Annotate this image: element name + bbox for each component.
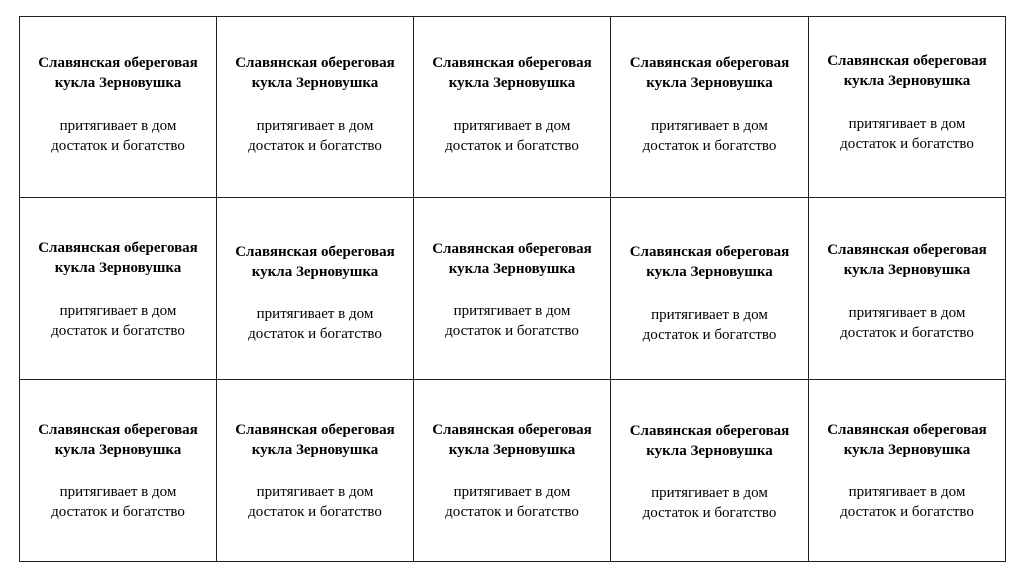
card-description-line-2: достаток и богатство xyxy=(51,323,185,339)
card-description-line-2: достаток и богатство xyxy=(51,504,185,520)
card-title-line-2: кукла Зерновушка xyxy=(646,75,773,91)
card-description-line-2: достаток и богатство xyxy=(840,136,974,152)
card-description-line-2: достаток и богатство xyxy=(248,138,382,154)
card-description-line-1: притягивает в дом xyxy=(848,305,966,321)
card-description-line-1: притягивает в дом xyxy=(256,484,374,500)
card-title-line-2: кукла Зерновушка xyxy=(448,442,576,458)
card-title-line-1: Славянская обереговая xyxy=(38,422,198,438)
card-description xyxy=(20,482,216,522)
label-card xyxy=(413,16,611,198)
card-title-line-1: Славянская обереговая xyxy=(235,244,395,260)
card-description xyxy=(611,116,808,156)
card-title xyxy=(20,238,216,278)
card-title xyxy=(809,420,1005,460)
card-description xyxy=(217,482,413,522)
card-description xyxy=(414,116,610,156)
card-title-line-2: кукла Зерновушка xyxy=(251,264,379,280)
card-title-line-1: Славянская обереговая xyxy=(827,53,987,69)
card-description xyxy=(414,301,610,341)
label-card xyxy=(610,379,809,562)
card-title xyxy=(217,53,413,93)
card-title xyxy=(20,53,216,93)
card-description-line-2: достаток и богатство xyxy=(248,504,382,520)
card-title-line-2: кукла Зерновушка xyxy=(251,442,379,458)
card-title xyxy=(611,242,808,282)
card-description-line-2: достаток и богатство xyxy=(445,323,579,339)
card-description xyxy=(809,303,1005,343)
card-description-line-1: притягивает в дом xyxy=(59,118,177,134)
card-title-line-1: Славянская обереговая xyxy=(38,240,198,256)
label-card xyxy=(808,197,1006,380)
card-title-line-2: кукла Зерновушка xyxy=(843,262,971,278)
label-card xyxy=(413,379,611,562)
card-description xyxy=(20,116,216,156)
label-card xyxy=(808,16,1006,198)
card-title-line-2: кукла Зерновушка xyxy=(54,442,182,458)
label-card xyxy=(19,379,217,562)
card-description-line-2: достаток и богатство xyxy=(248,326,382,342)
card-title xyxy=(414,53,610,93)
card-title xyxy=(414,239,610,279)
card-title-line-2: кукла Зерновушка xyxy=(54,75,182,91)
card-title-line-1: Славянская обереговая xyxy=(827,422,987,438)
card-description-line-1: притягивает в дом xyxy=(453,303,571,319)
card-description-line-1: притягивает в дом xyxy=(848,116,966,132)
card-title xyxy=(217,420,413,460)
card-description-line-2: достаток и богатство xyxy=(840,504,974,520)
card-description-line-1: притягивает в дом xyxy=(651,485,768,501)
card-description xyxy=(809,482,1005,522)
card-title-line-1: Славянская обереговая xyxy=(432,422,592,438)
card-title-line-2: кукла Зерновушка xyxy=(54,260,182,276)
label-card xyxy=(413,197,611,380)
card-description xyxy=(20,301,216,341)
card-description-line-2: достаток и богатство xyxy=(642,505,777,521)
label-card xyxy=(19,16,217,198)
card-title-line-1: Славянская обереговая xyxy=(38,55,198,71)
card-description-line-1: притягивает в дом xyxy=(256,306,374,322)
label-card xyxy=(216,16,414,198)
card-title xyxy=(809,240,1005,280)
label-card xyxy=(216,197,414,380)
card-description-line-1: притягивает в дом xyxy=(453,484,571,500)
card-description xyxy=(809,114,1005,154)
card-description xyxy=(217,304,413,344)
card-description xyxy=(217,116,413,156)
card-title-line-2: кукла Зерновушка xyxy=(448,261,576,277)
card-title-line-1: Славянская обереговая xyxy=(629,244,790,260)
card-description-line-2: достаток и богатство xyxy=(445,504,579,520)
card-description-line-1: притягивает в дом xyxy=(453,118,571,134)
card-title-line-1: Славянская обереговая xyxy=(235,422,395,438)
card-description-line-1: притягивает в дом xyxy=(651,118,768,134)
label-card xyxy=(19,197,217,380)
card-title-line-2: кукла Зерновушка xyxy=(251,75,379,91)
card-description-line-1: притягивает в дом xyxy=(256,118,374,134)
card-title xyxy=(809,51,1005,91)
card-description xyxy=(414,482,610,522)
card-description xyxy=(611,305,808,345)
label-card xyxy=(610,197,809,380)
card-description xyxy=(611,483,808,523)
card-title-line-2: кукла Зерновушка xyxy=(646,443,773,459)
card-title xyxy=(414,420,610,460)
card-description-line-1: притягивает в дом xyxy=(59,484,177,500)
card-title xyxy=(611,421,808,461)
card-description-line-1: притягивает в дом xyxy=(59,303,177,319)
card-title-line-1: Славянская обереговая xyxy=(432,241,592,257)
card-title xyxy=(217,242,413,282)
card-description-line-2: достаток и богатство xyxy=(51,138,185,154)
card-title-line-1: Славянская обереговая xyxy=(235,55,395,71)
card-description-line-1: притягивает в дом xyxy=(848,484,966,500)
card-description-line-2: достаток и богатство xyxy=(642,138,777,154)
card-title xyxy=(20,420,216,460)
card-title-line-2: кукла Зерновушка xyxy=(843,442,971,458)
label-card xyxy=(808,379,1006,562)
label-card xyxy=(610,16,809,198)
card-description-line-2: достаток и богатство xyxy=(445,138,579,154)
label-card xyxy=(216,379,414,562)
card-description-line-2: достаток и богатство xyxy=(840,325,974,341)
card-title-line-1: Славянская обереговая xyxy=(432,55,592,71)
card-title-line-2: кукла Зерновушка xyxy=(646,264,773,280)
card-title-line-1: Славянская обереговая xyxy=(827,242,987,258)
card-description-line-2: достаток и богатство xyxy=(642,327,777,343)
card-title-line-1: Славянская обереговая xyxy=(629,55,790,71)
card-description-line-1: притягивает в дом xyxy=(651,307,768,323)
card-title-line-1: Славянская обереговая xyxy=(629,423,790,439)
card-title-line-2: кукла Зерновушка xyxy=(843,73,971,89)
card-title-line-2: кукла Зерновушка xyxy=(448,75,576,91)
card-title xyxy=(611,53,808,93)
